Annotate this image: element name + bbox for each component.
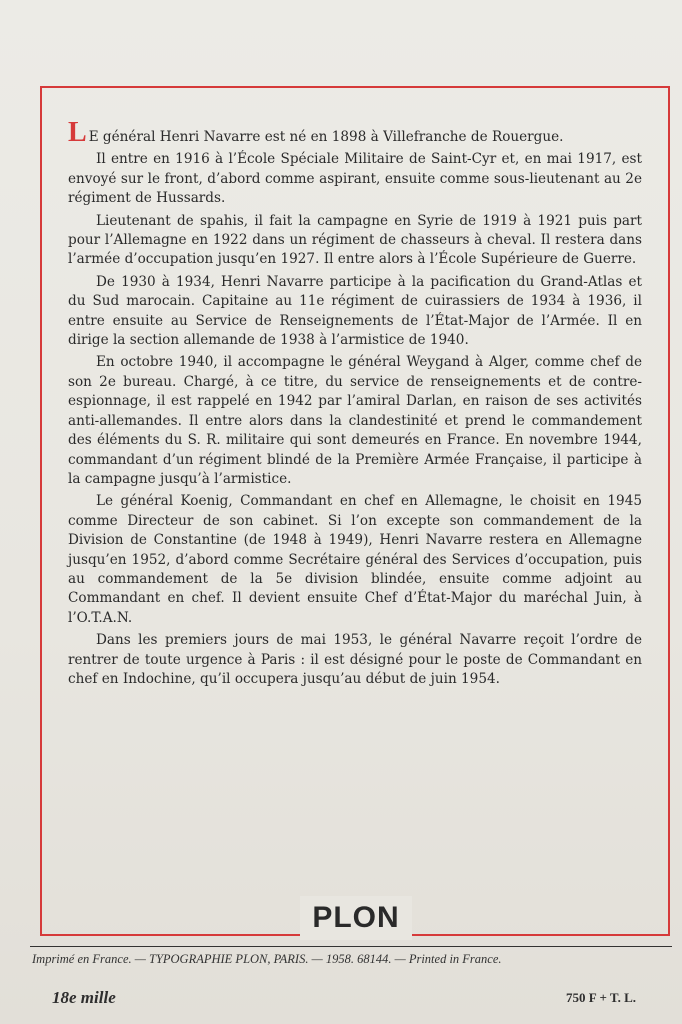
bio-paragraph-4: De 1930 à 1934, Henri Navarre participe à la pacification du Grand-Atlas et du Sud marocain. Capitaine au 11e régiment de cuirassiers de 1934 à 1936, il entre ensuite au Service de Renseignements de l’État-Major de l’Armée. Il en dirige la section allemande de 1938 à l’armistice de 1940. — [68, 273, 642, 349]
bio-paragraph-6: Le général Koenig, Commandant en chef en Allemagne, le choisit en 1945 comme Directeur de son cabinet. Si l’on excepte son commandement de la Division de Constantine (de 1948 à 1949), Henri Navarre restera en Allemagne jusqu’en 1952, d’abord comme Secrétaire général des Services d’occupation, puis au commandement de la 5e division blindée, ensuite comme adjoint au Commandant en chef. Il devient ensuite Chef d’État-Major du maréchal Juin, à l’O.T.A.N. — [68, 493, 642, 626]
bio-paragraph-3: Lieutenant de spahis, il fait la campagne en Syrie de 1919 à 1921 puis part pour l’Allemagne en 1922 dans un régiment de chasseurs à cheval. Il restera dans l’armée d’occupation jusqu’en 1927. Il entre alors à l’École Supérieure de Guerre. — [68, 212, 642, 268]
printer-imprint: Imprimé en France. — TYPOGRAPHIE PLON, PARIS. — 1958. 68144. — Printed in France. — [32, 952, 502, 966]
divider-rule — [30, 946, 672, 947]
bio-paragraph-1-text: E général Henri Navarre est né en 1898 à Villefranche de Rouergue. — [88, 129, 564, 145]
bio-paragraph-1 — [68, 117, 642, 148]
bio-paragraph-2: Il entre en 1916 à l’École Spéciale Militaire de Saint-Cyr et, en mai 1917, est envoyé sur le front, d’abord comme aspirant, ensuite comme sous-lieutenant au 2e régiment de Hussards. — [68, 151, 642, 207]
edition-count: 18e mille — [52, 988, 116, 1007]
drop-cap: L — [68, 117, 87, 148]
publisher-name: PLON — [300, 896, 412, 940]
bio-paragraph-5: En octobre 1940, il accompagne le général Weygand à Alger, comme chef de son 2e bureau. Chargé, à ce titre, du service de renseignements et de contre-espionnage, il est rappelé en 1942 par l’amiral Darlan, en raison de ses activités anti-allemandes. Il entre alors dans la clandestinité et prend le commandement des éléments du S. R. militaire qui sont demeurés en France. En novembre 1944, commandant d’un régiment blindé de la Première Armée Française, il participe à la campagne jusqu’à l’armistice. — [68, 354, 642, 487]
bio-paragraph-7: Dans les premiers jours de mai 1953, le général Navarre reçoit l’ordre de rentrer de toute urgence à Paris : il est désigné pour le poste de Commandant en chef en Indochine, qu’il occupera jusqu’au début de juin 1954. — [68, 632, 642, 687]
price-label: 750 F + T. L. — [565, 990, 636, 1005]
biography-text — [68, 117, 642, 692]
